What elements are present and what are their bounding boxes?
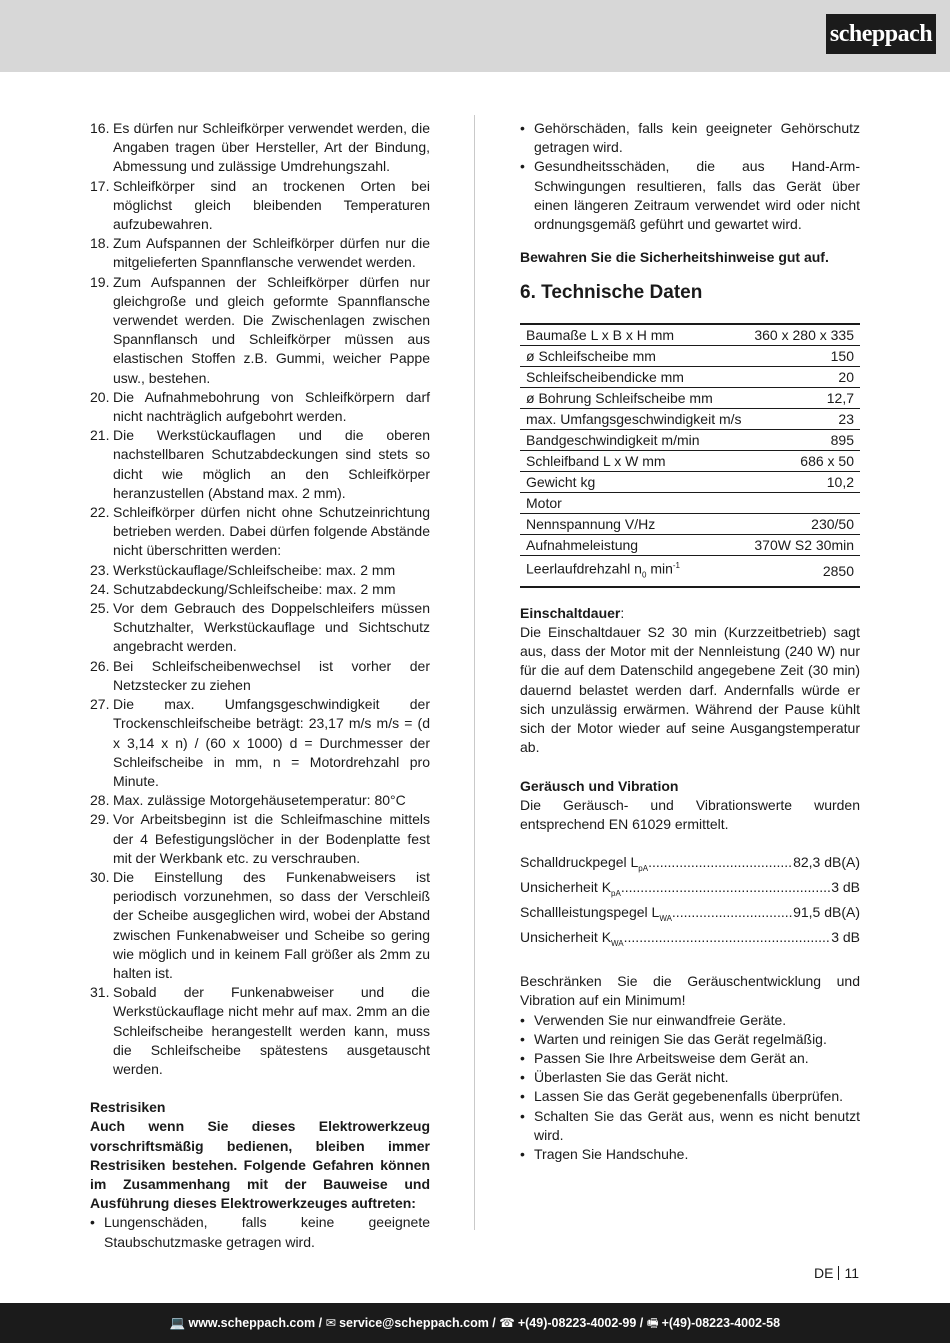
noise-value: 3 dB <box>831 879 860 896</box>
spec-value: 230/50 <box>748 514 860 535</box>
spec-label-main: Leerlaufdrehzahl n <box>526 561 642 578</box>
footer-fax: +(49)-08223-4002-58 <box>661 1316 781 1330</box>
bullet-item: • Schalten Sie das Gerät aus, wenn es nicht benutzt wird. <box>520 1107 860 1145</box>
item-number: 18. <box>90 235 110 252</box>
phone-icon: ☎ <box>499 1316 515 1330</box>
list-item <box>90 234 430 272</box>
noise-label-sub: WA <box>611 938 624 948</box>
item-text: Die Aufnahmebohrung von Schleifkörpern darf nicht nachträglich aufgebohrt werden. <box>113 388 430 425</box>
limit-text: Beschränken Sie die Geräuschentwicklung und Vibration auf ein Minimum! <box>520 973 860 1009</box>
spec-label: Schleifband L x W mm <box>520 451 748 472</box>
item-text: Vor dem Gebrauch des Doppelschleifers müssen Schutzhalter, Werkstückauflage und Sichtschutz angebracht werden. <box>113 600 430 655</box>
table-row <box>520 493 860 514</box>
page-number <box>814 1265 859 1281</box>
noise-label-text: Unsicherheit K <box>520 929 612 946</box>
item-text: Sobald der Funkenabweiser und die Werkstückauflage nicht mehr auf max. 2mm an die Schleifscheibe herangestellt werden kann, muss die Schleifscheibe spätestens ausgetauscht werden. <box>113 984 430 1077</box>
bullet-item: • Passen Sie Ihre Arbeitsweise dem Gerät an. <box>520 1049 860 1068</box>
table-row <box>520 472 860 493</box>
computer-icon: 💻 <box>169 1316 186 1330</box>
noise-label <box>520 853 648 878</box>
spec-value <box>748 493 860 514</box>
page-footer <box>0 1303 950 1343</box>
spec-value: 12,7 <box>748 388 860 409</box>
bullet-item: • Überlasten Sie das Gerät nicht. <box>520 1068 860 1087</box>
item-number: 28. <box>90 792 110 809</box>
item-text: Die Werkstückauflagen und die oberen nachstellbaren Schutzabdeckungen sind stets so dicht wie möglich an den Schleifkörper heranzustellen (Abstand max. 2 mm). <box>113 427 430 501</box>
list-item <box>90 791 430 810</box>
spec-label: Gewicht kg <box>520 472 748 493</box>
restrisiken-title: Restrisiken <box>90 1099 166 1116</box>
page-header <box>0 0 950 72</box>
item-text: Bei Schleifscheibenwechsel ist vorher der Netzstecker zu ziehen <box>113 657 430 693</box>
mail-icon: ✉ <box>325 1316 337 1330</box>
keep-notice: Bewahren Sie die Sicherheitshinweise gut auf. <box>520 249 829 266</box>
noise-text: Die Geräusch- und Vibrationswerte wurden entsprechend EN 61029 ermittelt. <box>520 796 860 832</box>
item-text: Schleifkörper dürfen nicht ohne Schutzeinrichtung betrieben werden. Dabei dürfen folgende Abstände nicht überschritten werden: <box>113 504 430 559</box>
noise-dots <box>621 878 831 903</box>
list-item <box>90 561 430 580</box>
noise-label-sub: pA <box>611 888 621 898</box>
item-number: 21. <box>90 427 110 444</box>
item-text: Werkstückauflage/Schleifscheibe: max. 2 mm <box>113 561 396 578</box>
footer-web: www.scheppach.com / <box>188 1316 323 1330</box>
left-column <box>90 119 430 1252</box>
spec-label: Schleifscheibendicke mm <box>520 367 748 388</box>
footer-email: service@scheppach.com / <box>339 1316 496 1330</box>
list-item <box>90 273 430 388</box>
bullet-item: • Warten und reinigen Sie das Gerät regelmäßig. <box>520 1030 860 1049</box>
technical-data-table <box>520 323 860 587</box>
item-number: 20. <box>90 388 110 405</box>
bullet-item: • Gehörschäden, falls kein geeigneter Gehörschutz getragen wird. <box>520 119 860 157</box>
noise-values <box>520 853 860 953</box>
fax-icon: 🖷 <box>646 1316 659 1330</box>
item-number: 16. <box>90 120 110 136</box>
item-number: 29. <box>90 811 110 828</box>
noise-label-sub: pA <box>638 863 649 873</box>
spec-value: 360 x 280 x 335 <box>748 324 860 346</box>
noise-label <box>520 928 624 953</box>
noise-row <box>520 853 860 878</box>
spec-label-sup: -1 <box>672 561 681 571</box>
noise-row <box>520 903 860 928</box>
page-lang: DE <box>814 1265 834 1281</box>
noise-label-text: Schallleistungspegel L <box>520 904 660 921</box>
restrisiken-intro: Auch wenn Sie dieses Elektrowerkzeug vorschriftsmäßig bedienen, bleiben immer Restrisiken bestehen. Folgende Gefahren können im Zusammenhang mit der Bauweise und Ausführung dieses Elektrowerkzeuges auftreten: <box>90 1118 430 1212</box>
table-row <box>520 451 860 472</box>
item-text: Schutzabdeckung/Schleifscheibe: max. 2 mm <box>113 580 396 597</box>
list-item <box>90 580 430 599</box>
item-text: Es dürfen nur Schleifkörper verwendet werden, die Angaben tragen über Hersteller, Art der Bindung, Abmessung und zulässige Umdrehungszahl. <box>113 120 430 175</box>
spec-value: 895 <box>748 430 860 451</box>
noise-label <box>520 878 621 903</box>
noise-dots <box>624 928 832 953</box>
noise-label-text: Unsicherheit K <box>520 879 612 896</box>
spec-label: Bandgeschwindigkeit m/min <box>520 430 748 451</box>
spec-label <box>520 556 748 587</box>
bullet-item: • Verwenden Sie nur einwandfreie Geräte. <box>520 1011 860 1030</box>
footer-phone: +(49)-08223-4002-99 / <box>517 1316 644 1330</box>
spec-value: 150 <box>748 346 860 367</box>
table-row <box>520 324 860 346</box>
noise-row <box>520 878 860 903</box>
spec-label: Nennspannung V/Hz <box>520 514 748 535</box>
noise-label-text: Schalldruckpegel L <box>520 854 639 871</box>
duty-heading <box>520 604 860 623</box>
spec-label: max. Umfangsgeschwindigkeit m/s <box>520 409 748 430</box>
item-text: Schleifkörper sind an trockenen Orten bei möglichst gleich bleibenden Temperaturen aufzubewahren. <box>113 177 430 233</box>
spec-label-sub: 0 <box>641 570 647 580</box>
noise-value: 91,5 dB(A) <box>793 904 860 921</box>
safety-instructions-list <box>90 119 430 1079</box>
item-number: 26. <box>90 657 110 674</box>
list-item <box>90 503 430 561</box>
list-item <box>90 599 430 657</box>
item-text: Zum Aufspannen der Schleifkörper dürfen nur gleichgroße und gleich geformte Spannflansche verwendet werden. Die Zwischenlagen zwischen Spannflansch und Schleifkörper müssen aus elastischen Stoffen z.B. Gummi, weicher Pappe usw., bestehen. <box>113 273 430 386</box>
spec-label: Aufnahmeleistung <box>520 535 748 556</box>
list-item <box>90 810 430 868</box>
spec-label-unit: min <box>646 561 673 578</box>
table-row <box>520 535 860 556</box>
item-number: 17. <box>90 177 110 194</box>
spec-label: Motor <box>520 493 748 514</box>
table-row <box>520 409 860 430</box>
noise-title: Geräusch und Vibration <box>520 777 679 794</box>
bullet-item: • Lassen Sie das Gerät gegebenenfalls überprüfen. <box>520 1087 860 1106</box>
spec-value: 23 <box>748 409 860 430</box>
duty-colon: : <box>620 604 625 621</box>
noise-value: 82,3 dB(A) <box>793 854 860 871</box>
item-text: Max. zulässige Motorgehäusetemperatur: 80°C <box>113 792 406 809</box>
limit-list <box>520 1011 860 1165</box>
noise-dots <box>672 903 793 928</box>
bullet-item: • Gesundheitsschäden, die aus Hand-Arm-Schwingungen resultieren, falls das Gerät über einen längeren Zeitraum verwendet wird oder nicht ordnungsgemäß geführt und gewartet wird. <box>520 157 860 234</box>
spec-value: 10,2 <box>748 472 860 493</box>
bullet-item: • Tragen Sie Handschuhe. <box>520 1145 860 1164</box>
duty-text: Die Einschaltdauer S2 30 min (Kurzzeitbetrieb) sagt aus, dass der Motor mit der Nennleistung (240 W) nur für die auf dem Datenschild angegebene Zeit (30 min) dauernd belastet werden darf. Andernfalls würde er sich unzulässig erwärmen. Während der Pause kühlt sich der Motor wieder auf seine Ausgangstemperatur ab. <box>520 624 860 756</box>
table-row <box>520 430 860 451</box>
spec-value: 686 x 50 <box>748 451 860 472</box>
item-text: Vor Arbeitsbeginn ist die Schleifmaschine mittels der 4 Befestigungslöcher in der Bodenplatte fest mit der Werkbank etc. zu verschrauben. <box>113 811 430 866</box>
list-item <box>90 177 430 235</box>
item-number: 30. <box>90 868 110 885</box>
right-column <box>520 119 860 1164</box>
noise-value: 3 dB <box>831 929 860 946</box>
item-number: 27. <box>90 696 110 713</box>
table-row <box>520 556 860 587</box>
item-number: 31. <box>90 984 110 1001</box>
table-row <box>520 367 860 388</box>
list-item <box>90 695 430 791</box>
list-item <box>90 426 430 503</box>
bullet-item: • Lungenschäden, falls keine geeignete Staubschutzmaske getragen wird. <box>90 1213 430 1251</box>
list-item <box>90 983 430 1079</box>
noise-dots <box>648 853 793 878</box>
spec-value: 370W S2 30min <box>748 535 860 556</box>
item-number: 23. <box>90 561 110 578</box>
spec-value: 2850 <box>748 556 860 587</box>
page-num: 11 <box>844 1265 859 1281</box>
item-number: 19. <box>90 273 110 290</box>
section-title: 6. Technische Daten <box>520 282 703 304</box>
table-row <box>520 514 860 535</box>
spec-label: Baumaße L x B x H mm <box>520 324 748 346</box>
item-text: Die max. Umfangsgeschwindigkeit der Trockenschleifscheibe beträgt: 23,17 m/s m/s = (d x 3,14 x n) / (60 x 1000) d = Durchmesser der Schleifscheibe in mm, n = Motordrehzahl pro Minute. <box>113 696 430 789</box>
spec-label: ø Schleifscheibe mm <box>520 346 748 367</box>
list-item <box>90 388 430 426</box>
risk-list <box>520 119 860 234</box>
brand-logo: scheppach <box>826 14 936 54</box>
item-text: Zum Aufspannen der Schleifkörper dürfen nur die mitgelieferten Spannflansche verwendet werden. <box>113 235 430 271</box>
noise-label-sub: WA <box>659 913 672 923</box>
page-separator <box>838 1266 839 1280</box>
column-divider <box>474 115 475 1230</box>
list-item <box>90 657 430 695</box>
duty-title: Einschaltdauer <box>520 604 621 621</box>
noise-row <box>520 928 860 953</box>
item-number: 24. <box>90 580 110 597</box>
table-row <box>520 388 860 409</box>
noise-label <box>520 903 672 928</box>
item-text: Die Einstellung des Funkenabweisers ist periodisch vorzunehmen, so dass der Verschleiß der Scheibe ausgeglichen wird, wobei der Abstand zwischen Funkenabweiser und Scheibe so gering wie möglich und in keinem Fall größer als 2mm zu halten ist. <box>113 868 430 981</box>
table-row <box>520 346 860 367</box>
spec-value: 20 <box>748 367 860 388</box>
list-item <box>90 868 430 983</box>
restrisiken-list <box>90 1213 430 1251</box>
list-item <box>90 119 430 177</box>
item-number: 22. <box>90 504 110 521</box>
item-number: 25. <box>90 600 110 617</box>
spec-label: ø Bohrung Schleifscheibe mm <box>520 388 748 409</box>
